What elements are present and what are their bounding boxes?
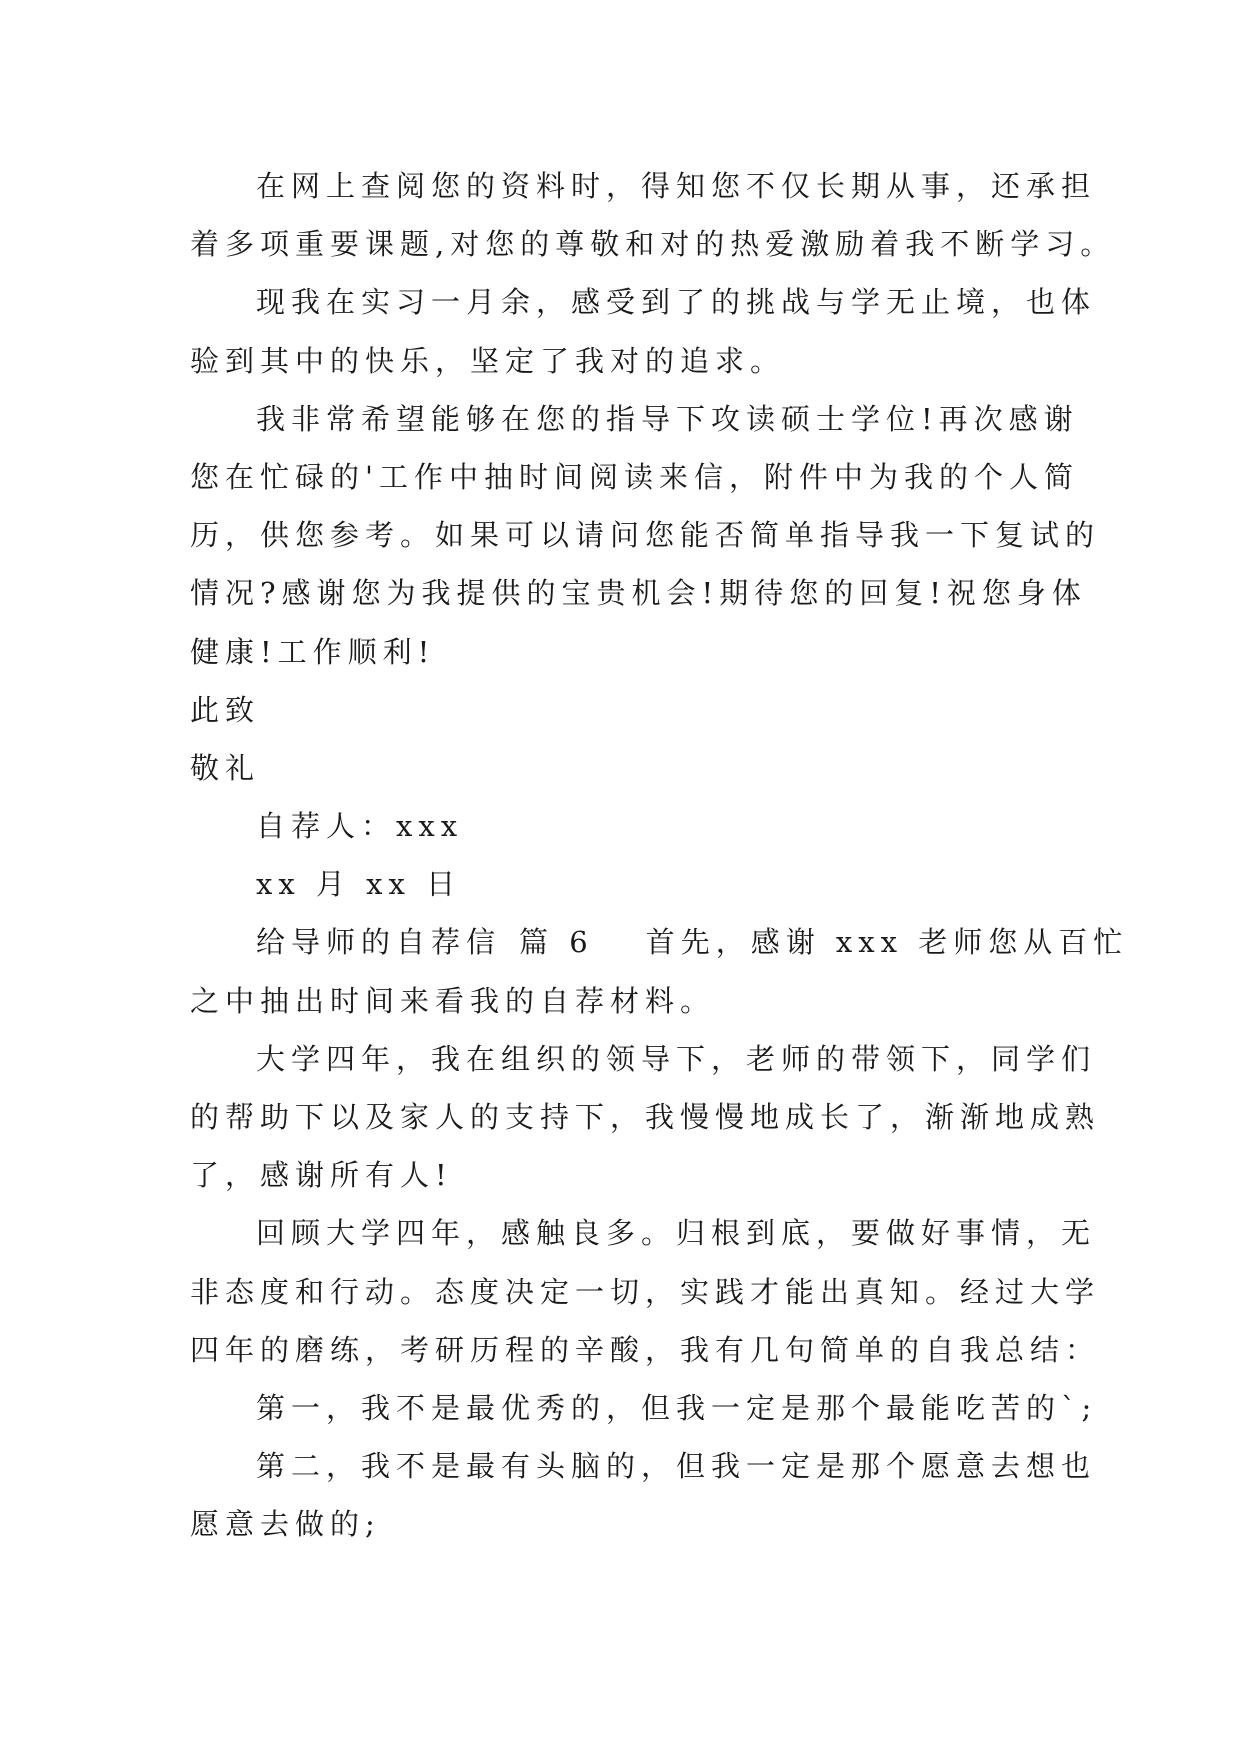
- paragraph-line: 四年的磨练，考研历程的辛酸，我有几句简单的自我总结：: [190, 1332, 1101, 1367]
- paragraph-line: 大学四年，我在组织的领导下，老师的带领下，同学们: [256, 1041, 1097, 1076]
- paragraph-line: 验到其中的快乐，坚定了我对的追求。: [190, 343, 786, 378]
- date-line: xx 月 xx 日: [256, 867, 462, 902]
- paragraph-line: 愿意去做的;: [190, 1507, 381, 1542]
- section-first-text: 首先，感谢 xxx 老师您从百忙: [645, 925, 1129, 960]
- paragraph-line: 第一，我不是最优秀的，但我一定是那个最能吃苦的`;: [256, 1390, 1098, 1425]
- paragraph-line: 回顾大学四年，感触良多。归根到底，要做好事情，无: [256, 1216, 1097, 1251]
- section-label: 篇 6: [519, 925, 594, 960]
- paragraph-line: 第二，我不是最有头脑的，但我一定是那个愿意去想也: [256, 1449, 1097, 1484]
- section-heading-line: [190, 913, 1129, 971]
- signature-line: 自荐人：xxx: [256, 809, 464, 844]
- section-title: 给导师的自荐信: [256, 925, 502, 960]
- paragraph-line: 的帮助下以及家人的支持下，我慢慢地成长了，渐渐地成熟: [190, 1100, 1101, 1134]
- paragraph-line: 您在忙碌的'工作中抽时间阅读来信，附件中为我的个人简: [190, 459, 1079, 494]
- paragraph-line: 历，供您参考。如果可以请问您能否简单指导我一下复试的: [190, 518, 1101, 553]
- paragraph-line: 非态度和行动。态度决定一切，实践才能出真知。经过大学: [190, 1274, 1101, 1309]
- paragraph-line: 着多项重要课题,对您的尊敬和对的热爱激励着我不断学习。: [190, 227, 1116, 262]
- paragraph-line: 情况?感谢您为我提供的宝贵机会!期待您的回复!祝您身体: [190, 576, 1087, 611]
- closing-regards: 敬礼: [190, 750, 261, 785]
- paragraph-line: 我非常希望能够在您的指导下攻读硕士学位!再次感谢: [256, 401, 1079, 436]
- closing-salutation: 此致: [190, 692, 261, 727]
- paragraph-line: 之中抽出时间来看我的自荐材料。: [190, 983, 716, 1018]
- paragraph-line: 在网上查阅您的资料时，得知您不仅长期从事，还承担: [256, 169, 1097, 203]
- document-body: [190, 157, 1129, 1554]
- paragraph-line: 现我在实习一月余，感受到了的挑战与学无止境，也体: [256, 285, 1097, 320]
- paragraph-line: 健康!工作顺利!: [190, 634, 436, 669]
- paragraph-line: 了，感谢所有人!: [190, 1158, 453, 1193]
